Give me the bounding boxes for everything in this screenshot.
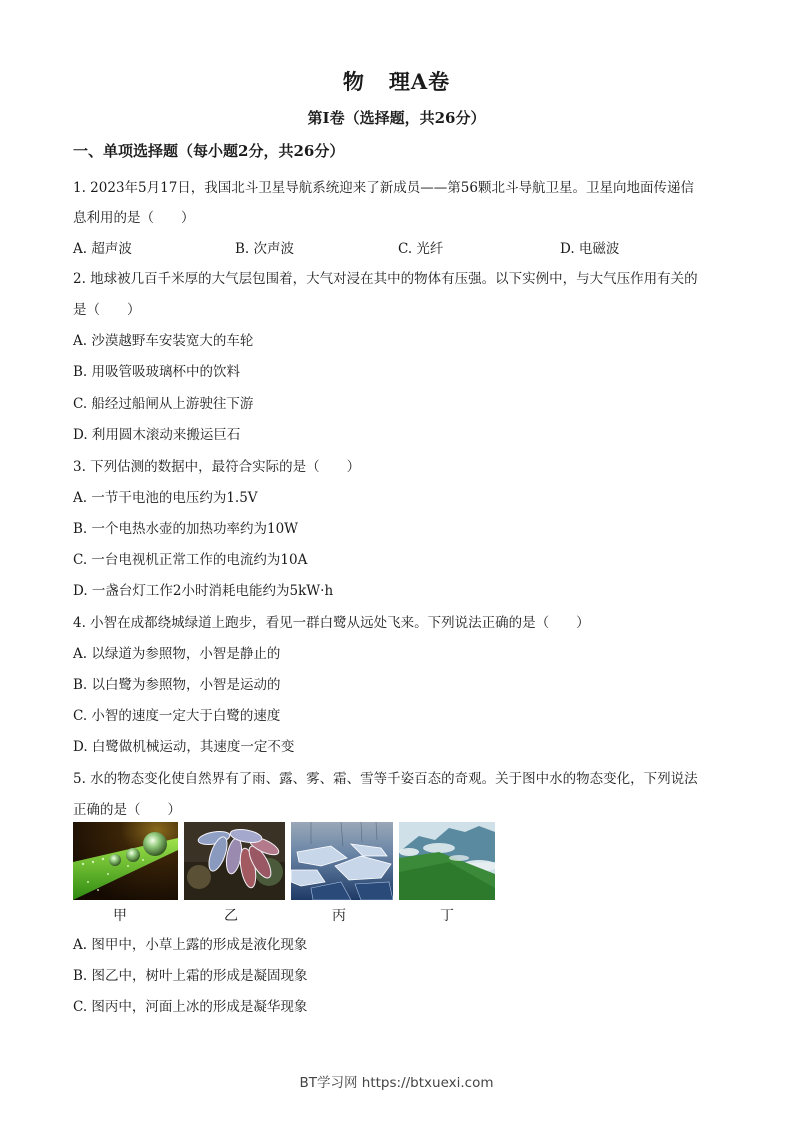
figure-label-bing: 丙	[332, 908, 346, 924]
question-5-option-b[interactable]: B. 图乙中，树叶上霜的形成是凝固现象	[73, 968, 308, 984]
question-5-option-c[interactable]: C. 图丙中，河面上冰的形成是凝华现象	[73, 999, 308, 1015]
page-title	[0, 66, 793, 96]
question-3-stem: 3. 下列估测的数据中，最符合实际的是（ ）	[73, 459, 361, 475]
question-1-stem-line1: 1. 2023年5月17日，我国北斗卫星导航系统迎来了新成员——第56颗北斗导航卫星。卫星向地面传递信	[73, 180, 694, 196]
figure-label-ding: 丁	[440, 908, 454, 924]
question-4-option-b[interactable]: B. 以白鹭为参照物，小智是运动的	[73, 677, 281, 693]
figure-label-yi: 乙	[224, 908, 238, 924]
question-5-option-a[interactable]: A. 图甲中，小草上露的形成是液化现象	[73, 937, 308, 953]
part-subtitle: 第Ⅰ卷（选择题，共26分）	[307, 109, 486, 127]
question-4-option-d[interactable]: D. 白鹭做机械运动，其速度一定不变	[73, 739, 295, 755]
frost-on-leaves-photo	[184, 822, 285, 900]
question-3-option-c[interactable]: C. 一台电视机正常工作的电流约为10A	[73, 552, 308, 568]
question-4-stem: 4. 小智在成都绕城绿道上跑步，看见一群白鹭从远处飞来。下列说法正确的是（ ）	[73, 615, 590, 631]
question-2-option-b[interactable]: B. 用吸管吸玻璃杯中的饮料	[73, 364, 241, 380]
question-3-option-d[interactable]: D. 一盏台灯工作2小时消耗电能约为5kW·h	[73, 583, 334, 599]
question-5-stem-line1: 5. 水的物态变化使自然界有了雨、露、雾、霜、雪等千姿百态的奇观。关于图中水的物态变化，下列说法	[73, 771, 698, 787]
question-1-option-c[interactable]: C. 光纤	[398, 241, 444, 257]
question-1-option-b[interactable]: B. 次声波	[235, 241, 295, 257]
question-2-option-c[interactable]: C. 船经过船闸从上游驶往下游	[73, 396, 254, 412]
question-3-option-b[interactable]: B. 一个电热水壶的加热功率约为10W	[73, 521, 299, 537]
dew-on-grass-photo	[73, 822, 178, 900]
question-5-figures	[73, 822, 503, 902]
mountain-fog-photo	[399, 822, 495, 900]
title-part-2: 理A卷	[388, 69, 451, 94]
river-ice-photo	[291, 822, 393, 900]
question-3-option-a[interactable]: A. 一节干电池的电压约为1.5V	[73, 490, 258, 506]
question-2-stem-line2: 是（ ）	[73, 302, 141, 318]
question-4-option-a[interactable]: A. 以绿道为参照物，小智是静止的	[73, 646, 281, 662]
question-2-option-a[interactable]: A. 沙漠越野车安装宽大的车轮	[73, 333, 254, 349]
question-1-option-d[interactable]: D. 电磁波	[560, 241, 620, 257]
question-2-stem-line1: 2. 地球被几百千米厚的大气层包围着，大气对浸在其中的物体有压强。以下实例中，与大气压作用有关的	[73, 271, 698, 287]
footer-watermark: BT学习网 https://btxuexi.com	[299, 1075, 494, 1091]
question-5-stem-line2: 正确的是（ ）	[73, 802, 181, 818]
title-part-1: 物	[342, 69, 365, 94]
question-1-stem-line2: 息利用的是（ ）	[73, 210, 195, 226]
question-1-option-a[interactable]: A. 超声波	[73, 241, 132, 257]
question-2-option-d[interactable]: D. 利用圆木滚动来搬运巨石	[73, 427, 241, 443]
figure-label-jia: 甲	[113, 908, 127, 924]
section-heading: 一、单项选择题（每小题2分，共26分）	[73, 142, 345, 160]
question-4-option-c[interactable]: C. 小智的速度一定大于白鹭的速度	[73, 708, 281, 724]
